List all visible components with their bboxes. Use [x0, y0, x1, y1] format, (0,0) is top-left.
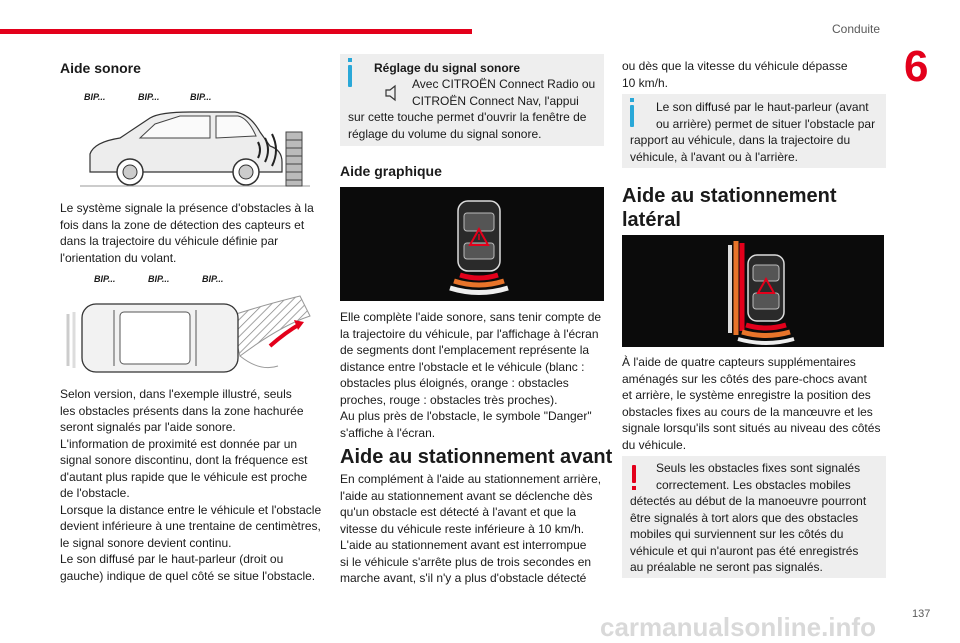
text-line: du véhicule. [622, 437, 687, 452]
text-line: les obstacles présents dans la zone hachurée [60, 403, 304, 418]
car-graphic-illustration [340, 187, 604, 301]
text-line: signal sonore discontinu, dont la fréquence est [60, 453, 308, 467]
text-line: marche avant, s'il n'y a plus d'obstacle détecté [340, 571, 587, 585]
text-line: si le véhicule s'arrête plus de trois secondes en [340, 554, 592, 569]
text-line: Le son diffusé par le haut-parleur (avant [656, 100, 869, 114]
text-line: À l'aide de quatre capteurs supplémentaires [622, 355, 856, 369]
text-line: véhicule et qui n'auront pas été enregistrés [630, 543, 859, 558]
info-icon [348, 58, 352, 62]
note-text-indented [656, 99, 875, 132]
paragraph-lateral [622, 354, 892, 453]
text-line: CITROËN Connect Nav, l'appui [412, 93, 579, 108]
text-line: Elle complète l'aide sonore, sans tenir compte de [340, 310, 602, 324]
text-line: devient inférieure à une trentaine de centimètres, [60, 519, 321, 533]
heading-line: Aide au stationnement [622, 185, 837, 207]
text-line: vitesse du véhicule reste inférieure à 10 km/h. [340, 521, 585, 536]
text-line: 10 km/h. [622, 75, 669, 90]
text-line: et arrière, le système enregistre la position des [622, 388, 871, 402]
text-line: L'information de proximité est donnée par un [60, 436, 298, 451]
car-top-illustration [60, 286, 322, 384]
text-line: mobiles qui surviennent sur les côtés du [630, 527, 844, 541]
text-line: être signalés à tort alors que des obstacles [630, 510, 859, 525]
text-line: le signal sonore devient continu. [60, 535, 232, 550]
bip-label: BIP... [84, 92, 106, 102]
page-number: 137 [912, 608, 931, 620]
info-note-haut-parleur [622, 94, 886, 168]
text-line: gauche) indique de quel côté se situe l'obstacle. [60, 568, 316, 583]
text-line: ou dès que la vitesse du véhicule dépasse [622, 59, 848, 73]
text-line: signale lorsqu'ils sont situés au niveau des côtés [622, 421, 881, 435]
text-line: proches, rouge : obstacles très proches). [340, 392, 558, 407]
car-lateral-illustration [622, 235, 884, 347]
note-text [348, 109, 586, 142]
text-line: qu'un obstacle est détecté à l'avant et que la [340, 505, 577, 519]
text-line: aménagés sur les côtés des pare-chocs avant [622, 371, 867, 386]
text-line: Avec CITROËN Connect Radio ou [412, 77, 596, 91]
text-line: l'aide au stationnement avant se déclenche dès [340, 488, 593, 503]
speaker-icon [384, 84, 400, 102]
note-text [630, 132, 850, 165]
paragraph-intro: Le système signale la présence d'obstacles à la fois dans la zone de détection des capteurs et dans la trajectoire du véhicule définie par l'orientation du volant. [60, 201, 314, 265]
text-line: s'affiche à l'écran. [340, 425, 436, 440]
text-line: obstacles fixes au cours de la manœuvre et les [622, 404, 873, 419]
text-line: véhicule, à l'avant ou à l'arrière. [630, 149, 799, 164]
watermark: carmanualsonline.info [600, 612, 876, 642]
paragraph-continuation [622, 58, 892, 91]
figure-car-side-sonar [60, 88, 320, 192]
text-line: distance entre l'obstacle et le véhicule (blanc : [340, 359, 585, 374]
text-line: sur cette touche permet d'ouvrir la fenêtre de [348, 110, 587, 124]
text-line: seront signalés par l'aide sonore. [60, 420, 236, 434]
info-icon-bar [630, 105, 634, 127]
info-note-signal [340, 54, 604, 146]
text-line: d'autant plus rapide que le véhicule est proche [60, 469, 308, 484]
text-line: Selon version, dans l'exemple illustré, seuls [60, 387, 292, 401]
bip-label: BIP... [94, 274, 116, 284]
car-side-illustration [60, 102, 320, 192]
text-line: la trajectoire du véhicule, par l'affichage à l'écran [340, 326, 599, 341]
warning-text [630, 493, 866, 576]
text-line: détectés au début de la manoeuvre pourront [630, 494, 867, 508]
text-line: Seuls les obstacles fixes sont signalés [656, 461, 861, 475]
heading-stationnement-avant: Aide au stationnement avant [340, 446, 613, 468]
figure-lateral-display [622, 235, 884, 347]
note-title: Réglage du signal sonore [374, 61, 521, 75]
heading-aide-sonore: Aide sonore [60, 60, 141, 76]
heading-stationnement-lateral [622, 184, 836, 232]
info-icon [630, 98, 634, 102]
figure-graphic-display [340, 187, 604, 301]
warning-note-obstacles [622, 456, 886, 578]
paragraph-graphique [340, 309, 610, 441]
bip-label: BIP... [148, 274, 170, 284]
text-line: Le son diffusé par le haut-parleur (droit ou [60, 552, 284, 566]
text-line: de l'obstacle. [60, 486, 130, 500]
paragraph-stationnement-avant [340, 471, 610, 587]
text-line: L'aide au stationnement avant est interrompue [340, 538, 587, 552]
chapter-title: Conduite [832, 22, 881, 36]
heading-aide-graphique: Aide graphique [340, 163, 442, 179]
paragraph-sonore-details [60, 386, 328, 584]
chapter-number: 6 [904, 42, 929, 91]
text-line: En complément à l'aide au stationnement arrière, [340, 472, 602, 486]
text-line: ou arrière) permet de situer l'obstacle par [656, 116, 876, 131]
warning-text-indented [656, 460, 860, 493]
warning-icon-dot [632, 486, 636, 490]
text-line: correctement. Les obstacles mobiles [656, 477, 851, 492]
text-line: réglage du volume du signal sonore. [348, 126, 542, 141]
text-line: au préalable ne seront pas signalés. [630, 560, 823, 574]
warning-icon [632, 465, 636, 483]
bip-label: BIP... [202, 274, 224, 284]
bip-label: BIP... [190, 92, 212, 102]
text-line: rapport au véhicule, dans la trajectoire du [630, 133, 851, 147]
bip-label: BIP... [138, 92, 160, 102]
text-line: obstacles plus éloignés, orange : obstacles [340, 376, 569, 390]
header-accent-bar [0, 29, 472, 34]
text-line: Lorsque la distance entre le véhicule et l'obstacle [60, 502, 322, 517]
info-icon-bar [348, 65, 352, 87]
text-line: Au plus près de l'obstacle, le symbole "Danger" [340, 409, 592, 423]
note-text-indented [412, 76, 595, 109]
text-line: de segments dont l'emplacement représente la [340, 343, 590, 357]
heading-line: latéral [622, 209, 681, 231]
figure-car-top-zone [60, 264, 322, 384]
